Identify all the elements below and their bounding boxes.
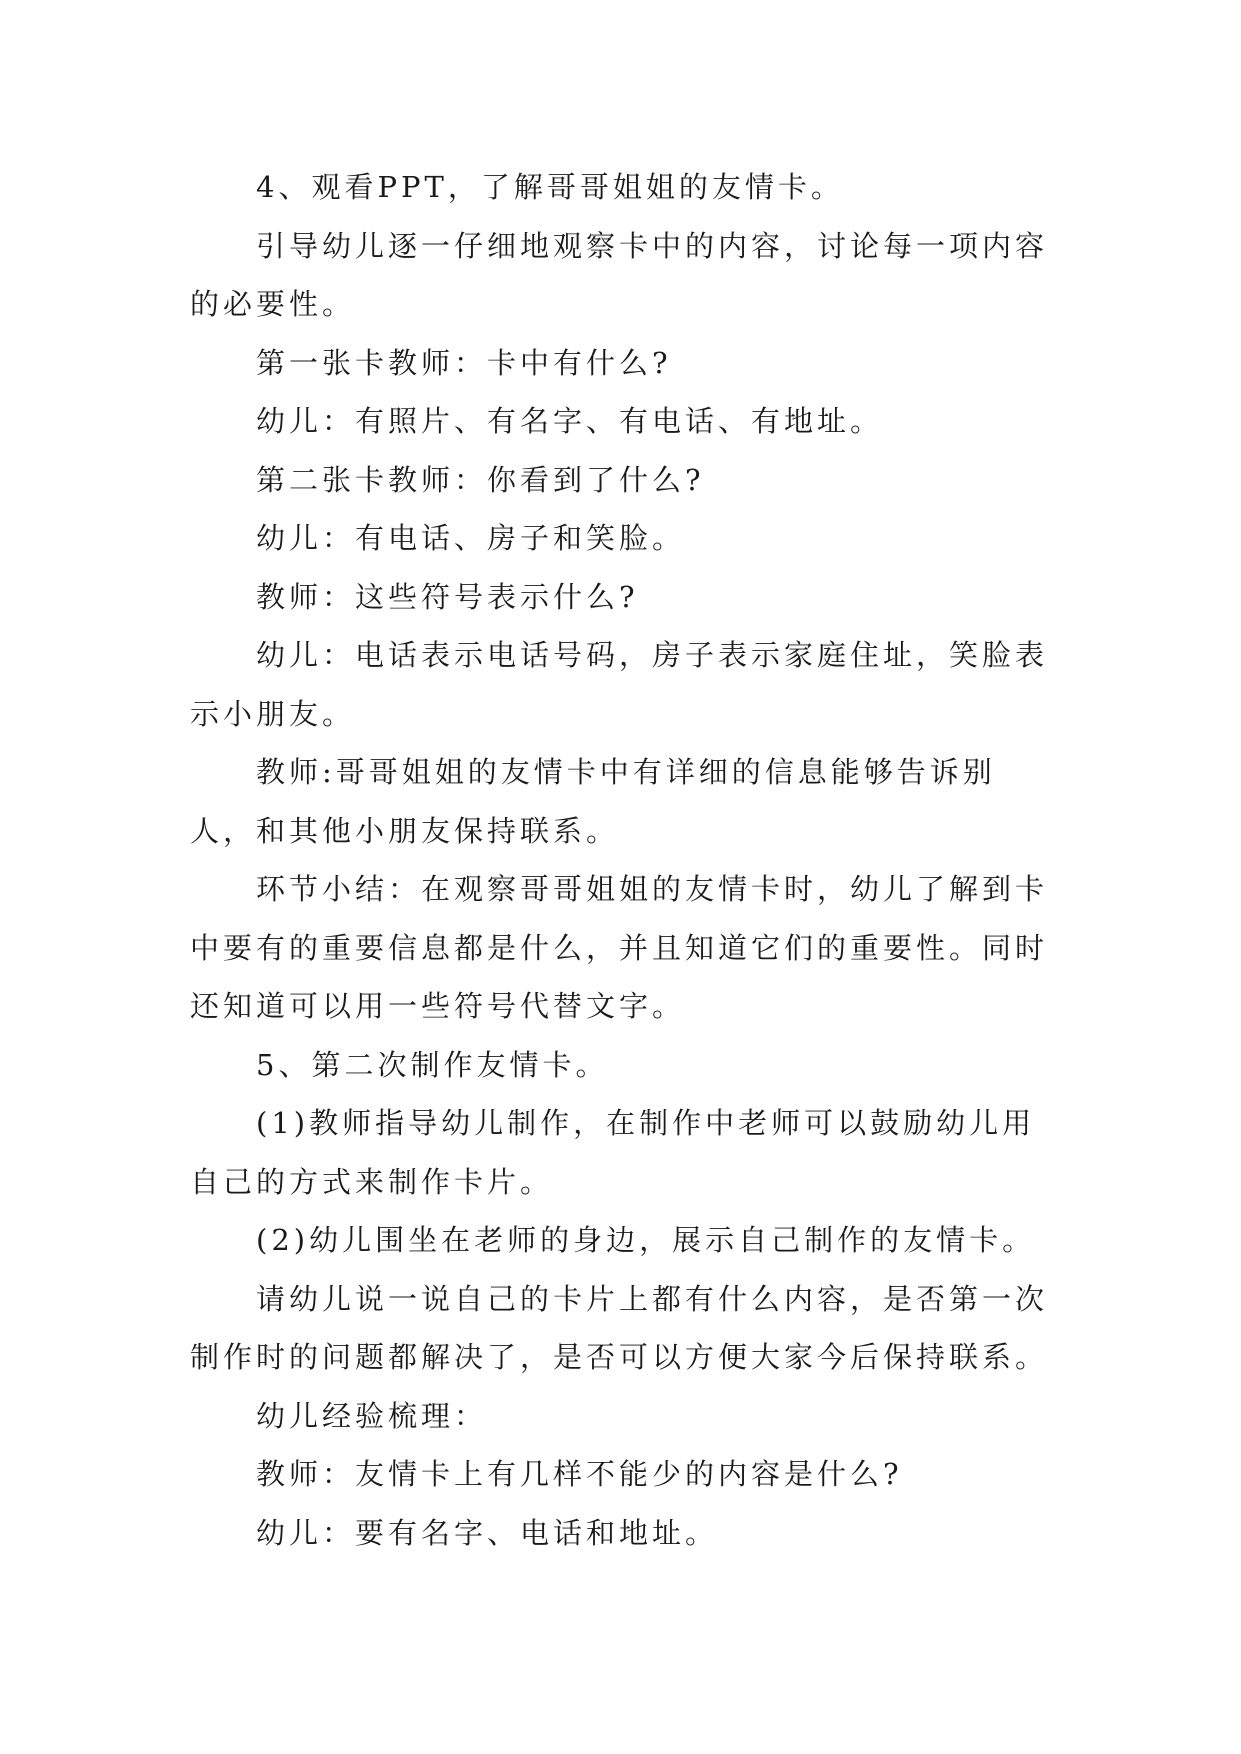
paragraph-teacher-summary: 教师:哥哥姐姐的友情卡中有详细的信息能够告诉别人，和其他小朋友保持联系。 xyxy=(190,755,996,848)
paragraph-card-2-child: 幼儿：有电话、房子和笑脸。 xyxy=(256,521,686,555)
paragraph-step-4-heading: 4、观看PPT，了解哥哥姐姐的友情卡。 xyxy=(256,170,844,204)
paragraph-guide-observe: 引导幼儿逐一仔细地观察卡中的内容，讨论每一项内容的必要性。 xyxy=(190,228,1049,321)
paragraph-section-summary: 环节小结：在观察哥哥姐姐的友情卡时，幼儿了解到卡中要有的重要信息都是什么，并且知道它们的重要性。同时还知道可以用一些符号代替文字。 xyxy=(190,872,1049,1023)
paragraph-child-symbols: 幼儿：电话表示电话号码，房子表示家庭住址，笑脸表示小朋友。 xyxy=(190,638,1049,731)
paragraph-card-1-child: 幼儿：有照片、有名字、有电话、有地址。 xyxy=(256,404,884,438)
document-body xyxy=(190,158,1052,1562)
paragraph-card-1-teacher: 第一张卡教师：卡中有什么? xyxy=(256,345,672,380)
paragraph-step-5-heading: 5、第二次制作友情卡。 xyxy=(256,1047,609,1082)
paragraph-experience-heading: 幼儿经验梳理： xyxy=(256,1398,488,1433)
paragraph-step-5-item-2: (2)幼儿围坐在老师的身边，展示自己制作的友情卡。 xyxy=(256,1223,1036,1257)
paragraph-step-5-item-1: (1)教师指导幼儿制作，在制作中老师可以鼓励幼儿用自己的方式来制作卡片。 xyxy=(190,1106,1036,1199)
paragraph-child-answer: 幼儿：要有名字、电话和地址。 xyxy=(256,1515,719,1550)
paragraph-child-share: 请幼儿说一说自己的卡片上都有什么内容，是否第一次制作时的问题都解决了，是否可以方便大家今后保持联系。 xyxy=(190,1281,1049,1374)
paragraph-teacher-question: 教师：友情卡上有几样不能少的内容是什么? xyxy=(256,1457,903,1491)
paragraph-card-2-teacher: 第二张卡教师：你看到了什么? xyxy=(256,462,705,497)
paragraph-teacher-symbols: 教师：这些符号表示什么? xyxy=(256,579,639,614)
